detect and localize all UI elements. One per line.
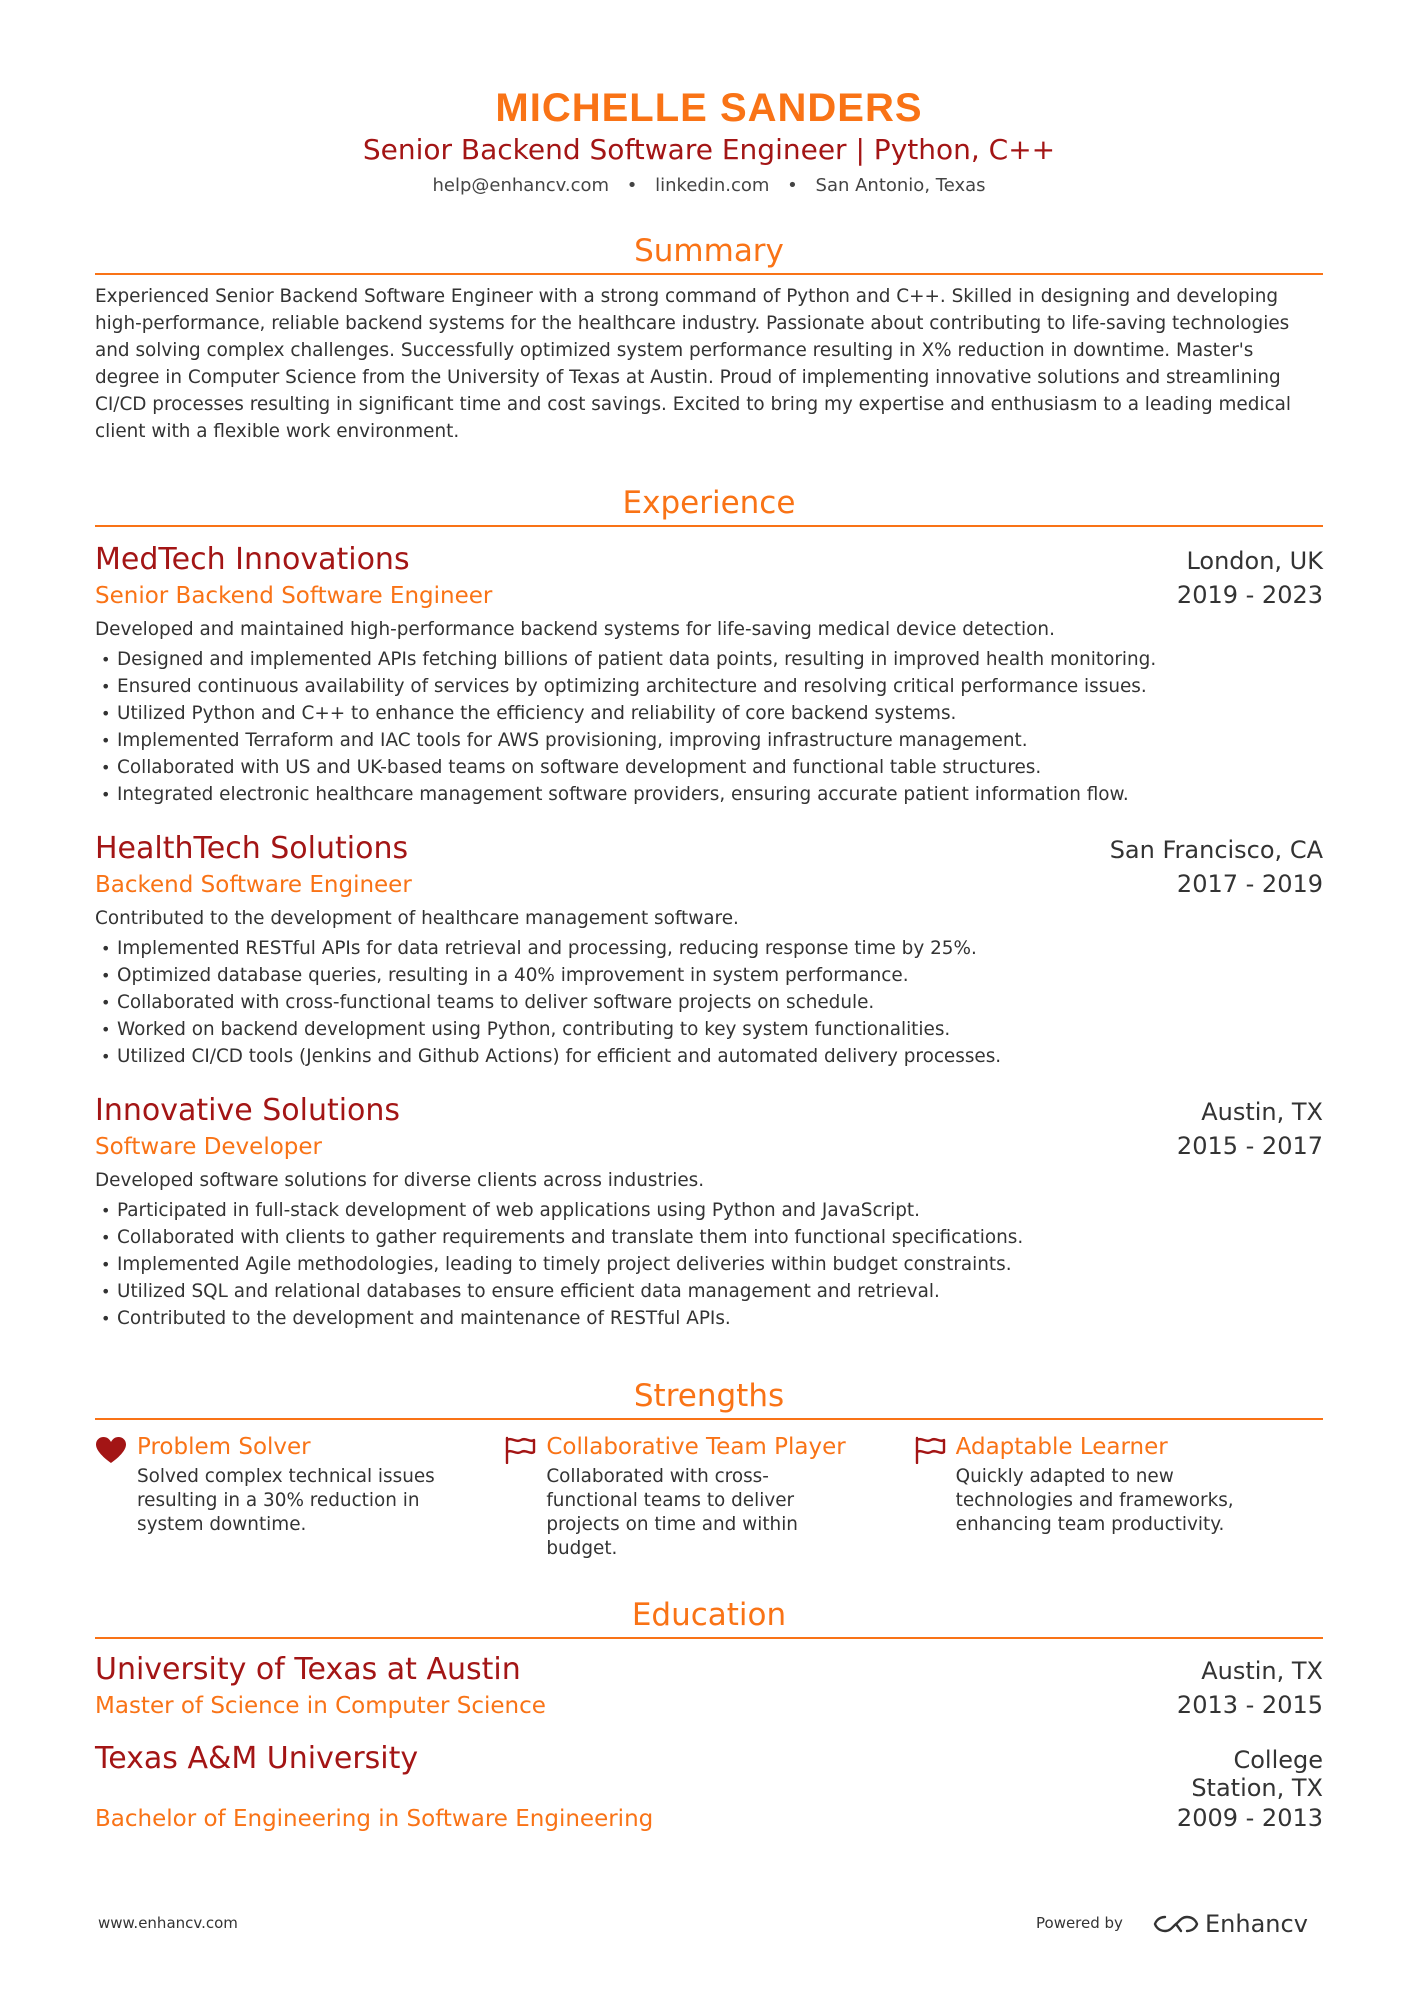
- edu-degree: Master of Science in Computer Science: [95, 1693, 546, 1719]
- job-dates: 2019 - 2023: [1176, 581, 1323, 609]
- bullet-dot: •: [101, 704, 111, 723]
- edu-location: Austin, TX: [1201, 1657, 1323, 1685]
- strength-title: Adaptable Learner: [955, 1434, 1168, 1460]
- bullet-dot: •: [101, 939, 111, 958]
- strength-item: [504, 1432, 913, 1561]
- job-role: Senior Backend Software Engineer: [95, 583, 493, 609]
- job-description: Contributed to the development of healthcare management software.: [95, 908, 739, 929]
- contact-line: [95, 174, 1323, 198]
- education-entry: [95, 1740, 1323, 1835]
- job-company: Innovative Solutions: [95, 1093, 401, 1128]
- edu-dates: 2013 - 2015: [1176, 1691, 1323, 1719]
- job-bullet: [95, 935, 1323, 962]
- job-company: MedTech Innovations: [95, 542, 410, 577]
- job-bullet-text: Utilized Python and C++ to enhance the efficiency and reliability of core backend systems.: [117, 703, 957, 724]
- bullet-dot: •: [101, 785, 111, 804]
- bullet-dot: •: [101, 1020, 111, 1039]
- edu-dates: 2009 - 2013: [1176, 1804, 1323, 1832]
- strength-body: [956, 1432, 1266, 1561]
- job-bullet-text: Contributed to the development and maintenance of RESTful APIs.: [117, 1308, 731, 1329]
- bullet-dot: •: [101, 758, 111, 777]
- job-bullet-text: Ensured continuous availability of services by optimizing architecture and resolving critical performance issues.: [117, 676, 1147, 697]
- section-title-strengths: Strengths: [95, 1376, 1323, 1420]
- resume-header: [95, 0, 1323, 198]
- job-bullets: [95, 646, 1323, 808]
- job-bullet: [95, 727, 1323, 754]
- job-bullet: [95, 646, 1323, 673]
- job-bullet: [95, 1197, 1323, 1224]
- job-bullet-text: Participated in full-stack development of web applications using Python and JavaScript.: [117, 1200, 920, 1221]
- edu-school: Texas A&M University: [95, 1741, 419, 1776]
- job-bullet-text: Implemented Terraform and IAC tools for AWS provisioning, improving infrastructure management.: [117, 730, 1028, 751]
- bullet-dot: •: [101, 1047, 111, 1066]
- job-bullet: [95, 989, 1323, 1016]
- edu-degree-row: [95, 1689, 1323, 1722]
- enhancv-logo-icon: [1153, 1913, 1199, 1935]
- footer-brand[interactable]: [1153, 1910, 1308, 1938]
- job-header-row: [95, 1092, 1323, 1130]
- job-bullet-text: Designed and implemented APIs fetching billions of patient data points, resulting in improved health monitoring.: [117, 649, 1157, 670]
- job-role-row: [95, 579, 1323, 612]
- job-role: Software Developer: [95, 1134, 322, 1160]
- job-location: Austin, TX: [1201, 1098, 1323, 1126]
- job-bullet-text: Collaborated with clients to gather requirements and translate them into functional specifications.: [117, 1227, 1024, 1248]
- flag-icon: [504, 1432, 546, 1466]
- strength-body: [137, 1432, 447, 1561]
- job-description: Developed and maintained high-performance backend systems for life-saving medical device detection.: [95, 619, 1055, 640]
- separator-dot: •: [626, 175, 638, 196]
- bullet-dot: •: [101, 731, 111, 750]
- bullet-dot: •: [101, 993, 111, 1012]
- edu-degree: Bachelor of Engineering in Software Engineering: [95, 1806, 654, 1832]
- candidate-name: MICHELLE SANDERS: [495, 86, 923, 130]
- bullet-dot: •: [101, 1255, 111, 1274]
- job-bullet: [95, 962, 1323, 989]
- bullet-dot: •: [101, 1309, 111, 1328]
- job-bullet: [95, 781, 1323, 808]
- job-bullet-text: Utilized SQL and relational databases to ensure efficient data management and retrieval.: [117, 1281, 940, 1302]
- job-description: Developed software solutions for diverse clients across industries.: [95, 1170, 705, 1191]
- separator-dot: •: [787, 175, 798, 196]
- job-header-row: [95, 830, 1323, 868]
- job-bullet: [95, 1016, 1323, 1043]
- job-bullet-text: Implemented Agile methodologies, leading to timely project deliveries within budget constraints.: [117, 1254, 1012, 1275]
- jobs-list: [95, 541, 1323, 1332]
- job-dates: 2015 - 2017: [1176, 1132, 1323, 1160]
- job-bullet: [95, 1278, 1323, 1305]
- edu-header-row: [95, 1740, 1323, 1802]
- job-bullet-text: Collaborated with US and UK-based teams on software development and functional table structures.: [117, 757, 1042, 778]
- footer-brand-name: Enhancv: [1205, 1910, 1308, 1938]
- section-title-experience: Experience: [95, 483, 1323, 527]
- edu-degree-row: [95, 1802, 1323, 1835]
- job-bullet: [95, 673, 1323, 700]
- summary-text: Experienced Senior Backend Software Engineer with a strong command of Python and C++. Skilled in designing and developing high-performance, reliable backend systems for the healthcare industry. Passionate about contributing to life-saving technologies and solving complex challenges. Successfully optimized system performance resulting in X% reduction in downtime. Master's degree in Computer Science from the University of Texas at Austin. Proud of implementing innovative solutions and streamlining CI/CD processes resulting in significant time and cost savings. Excited to bring my expertise and enthusiasm to a leading medical client with a flexible work environment.: [95, 286, 1291, 442]
- job-bullet: [95, 754, 1323, 781]
- job-bullets: [95, 935, 1323, 1070]
- footer-website[interactable]: www.enhancv.com: [98, 1914, 238, 1932]
- candidate-headline: Senior Backend Software Engineer | Python, C++: [362, 133, 1056, 166]
- strength-title: Collaborative Team Player: [546, 1434, 846, 1460]
- footer: [98, 1910, 1306, 1940]
- section-title-summary: Summary: [95, 231, 1323, 275]
- job-bullet-text: Integrated electronic healthcare management software providers, ensuring accurate patient information flow.: [117, 784, 1129, 805]
- edu-location: College Station, TX: [1191, 1746, 1323, 1802]
- job-bullet: [95, 700, 1323, 727]
- job-dates: 2017 - 2019: [1176, 870, 1323, 898]
- section-title-education: Education: [95, 1595, 1323, 1639]
- strength-title: Problem Solver: [137, 1434, 311, 1460]
- heart-icon: [95, 1432, 137, 1466]
- job-role: Backend Software Engineer: [95, 872, 412, 898]
- bullet-dot: •: [101, 1282, 111, 1301]
- bullet-dot: •: [101, 1201, 111, 1220]
- bullet-dot: •: [101, 966, 111, 985]
- education-entry: [95, 1651, 1323, 1722]
- education-list: [95, 1651, 1323, 1835]
- strength-description: Quickly adapted to new technologies and frameworks, enhancing team productivity.: [955, 1466, 1234, 1535]
- job-bullet-text: Optimized database queries, resulting in a 40% improvement in system performance.: [117, 965, 909, 986]
- strength-description: Collaborated with cross-functional teams to deliver projects on time and within budget.: [546, 1466, 798, 1559]
- edu-school: University of Texas at Austin: [95, 1652, 521, 1687]
- contact-location: San Antonio, Texas: [815, 175, 986, 196]
- edu-header-row: [95, 1651, 1323, 1689]
- education-section: [95, 1595, 1323, 1835]
- job-entry: [95, 1092, 1323, 1332]
- job-bullet-text: Utilized CI/CD tools (Jenkins and Github Actions) for efficient and automated delivery processes.: [117, 1046, 1002, 1067]
- strength-item: [95, 1432, 504, 1561]
- job-entry: [95, 541, 1323, 808]
- job-location: San Francisco, CA: [1109, 836, 1323, 864]
- bullet-dot: •: [101, 677, 111, 696]
- strengths-section: [95, 1376, 1323, 1561]
- job-bullet: [95, 1043, 1323, 1070]
- job-role-row: [95, 868, 1323, 901]
- strength-body: [546, 1432, 856, 1561]
- job-bullet: [95, 1305, 1323, 1332]
- resume-page: [95, 0, 1323, 1835]
- job-role-row: [95, 1130, 1323, 1163]
- strength-item: [914, 1432, 1323, 1561]
- job-bullet-text: Worked on backend development using Python, contributing to key system functionalities.: [117, 1019, 951, 1040]
- footer-powered-by: Powered by: [1036, 1914, 1123, 1932]
- job-bullet: [95, 1224, 1323, 1251]
- job-entry: [95, 830, 1323, 1070]
- job-bullet-text: Implemented RESTful APIs for data retrieval and processing, reducing response time by 25%.: [117, 938, 977, 959]
- experience-section: [95, 483, 1323, 1332]
- job-bullet-text: Collaborated with cross-functional teams to deliver software projects on schedule.: [117, 992, 875, 1013]
- contact-linkedin[interactable]: linkedin.com: [655, 175, 770, 196]
- job-bullets: [95, 1197, 1323, 1332]
- bullet-dot: •: [101, 650, 111, 669]
- job-header-row: [95, 541, 1323, 579]
- summary-section: [95, 231, 1323, 445]
- flag-icon: [914, 1432, 956, 1466]
- strength-description: Solved complex technical issues resulting in a 30% reduction in system downtime.: [137, 1466, 435, 1535]
- job-location: London, UK: [1186, 547, 1323, 575]
- job-company: HealthTech Solutions: [95, 831, 409, 866]
- contact-email[interactable]: help@enhancv.com: [432, 175, 610, 196]
- strengths-list: [95, 1432, 1323, 1561]
- bullet-dot: •: [101, 1228, 111, 1247]
- job-bullet: [95, 1251, 1323, 1278]
